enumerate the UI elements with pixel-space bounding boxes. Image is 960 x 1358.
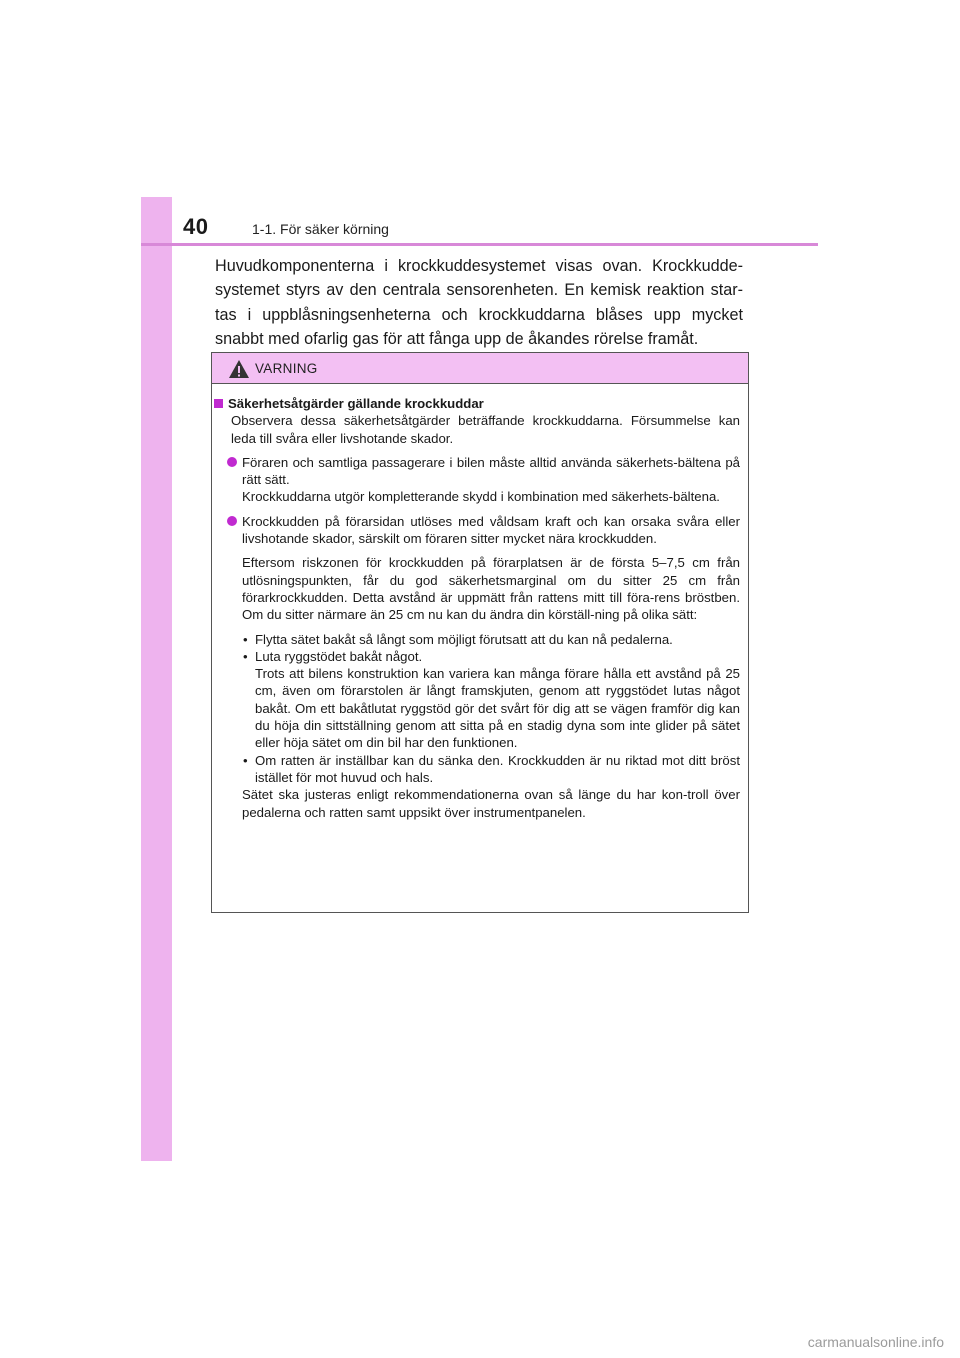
watermark: carmanualsonline.info	[807, 1334, 944, 1350]
bullet-item-1	[212, 454, 748, 489]
bullet-2-extra: Eftersom riskzonen för krockkudden på förarplatsen är de första 5–7,5 cm från utlösningspunkten, får du god säkerhetsmarginal om du sitter 25 cm från förarkrockkudden. Detta avstånd är uppmätt från rattens mitt till föra-rens bröstben. Om du sitter närmare än 25 cm nu kan du ändra din körställ-ning på olika sätt:	[242, 555, 740, 623]
intro-paragraph: Huvudkomponenterna i krockkuddesystemet visas ovan. Krockkudde-systemet styrs av den centrala sensorenheten. En kemisk reaktion star-tas i uppblåsningsenheterna och krockkuddarna blåses upp mycket snabbt med ofarlig gas för att fånga upp de åkandes rörelse framåt.	[215, 257, 743, 348]
dash-marker: •	[243, 752, 248, 768]
warning-label: VARNING	[255, 361, 318, 376]
section-title: 1-1. För säker körning	[252, 221, 389, 237]
circle-bullet-icon	[227, 457, 237, 467]
bullet-1-extra: Krockkuddarna utgör kompletterande skydd i kombination med säkerhets-bältena.	[242, 489, 720, 505]
closing-text: Sätet ska justeras enligt rekommendationerna ovan så länge du har kon-troll över pedalerna och ratten samt uppsikt över instrumentpanelen.	[242, 787, 740, 820]
warning-heading-text: Säkerhetsåtgärder gällande krockkuddar	[228, 396, 484, 411]
dash-item-1	[212, 631, 748, 648]
dash-item-3	[212, 752, 748, 787]
dash-3-text: Om ratten är inställbar kan du sänka den. Krockkudden är nu riktad mot ditt bröst istället för mot huvud och hals.	[255, 752, 740, 785]
dash-item-2	[212, 648, 748, 665]
warning-body	[212, 395, 748, 821]
side-color-band	[141, 197, 172, 1161]
dash-2-text: Luta ryggstödet bakåt något.	[255, 648, 423, 664]
bullet-item-2	[212, 513, 748, 548]
bullet-2-text: Krockkudden på förarsidan utlöses med våldsam kraft och kan orsaka svåra eller livshotande skador, särskilt om föraren sitter mycket nära krockkudden.	[242, 513, 740, 547]
circle-bullet-icon	[227, 516, 237, 526]
page-number: 40	[183, 214, 209, 239]
header-rule	[141, 243, 818, 246]
dash-marker: •	[243, 631, 248, 647]
warning-box	[211, 352, 749, 913]
dash-2-extra: Trots att bilens konstruktion kan variera kan många förare hålla ett avstånd på 25 cm, även om förarstolen är långt framskjuten, genom att ryggstödet lutas något bakåt. Om ett bakåtlutat ryggstöd gör det svårt för dig att se vägen framför dig kan du höja din sittställning genom att sitta på en stadig dyna som inte glider på sätet eller höja sätet om din bil har den funktionen.	[255, 666, 740, 751]
dash-1-text: Flytta sätet bakåt så långt som möjligt förutsatt att du kan nå pedalerna.	[255, 631, 673, 647]
square-bullet-icon	[214, 399, 223, 408]
warning-lead: Observera dessa säkerhetsåtgärder beträffande krockkuddarna. Försummelse kan leda till svåra eller livshotande skador.	[231, 413, 740, 446]
bullet-1-text: Föraren och samtliga passagerare i bilen måste alltid använda säkerhets-bältena på rätt sätt.	[242, 454, 740, 488]
warning-triangle-icon	[228, 359, 250, 379]
dash-marker: •	[243, 648, 248, 664]
warning-header	[212, 353, 748, 384]
warning-heading	[212, 395, 748, 412]
